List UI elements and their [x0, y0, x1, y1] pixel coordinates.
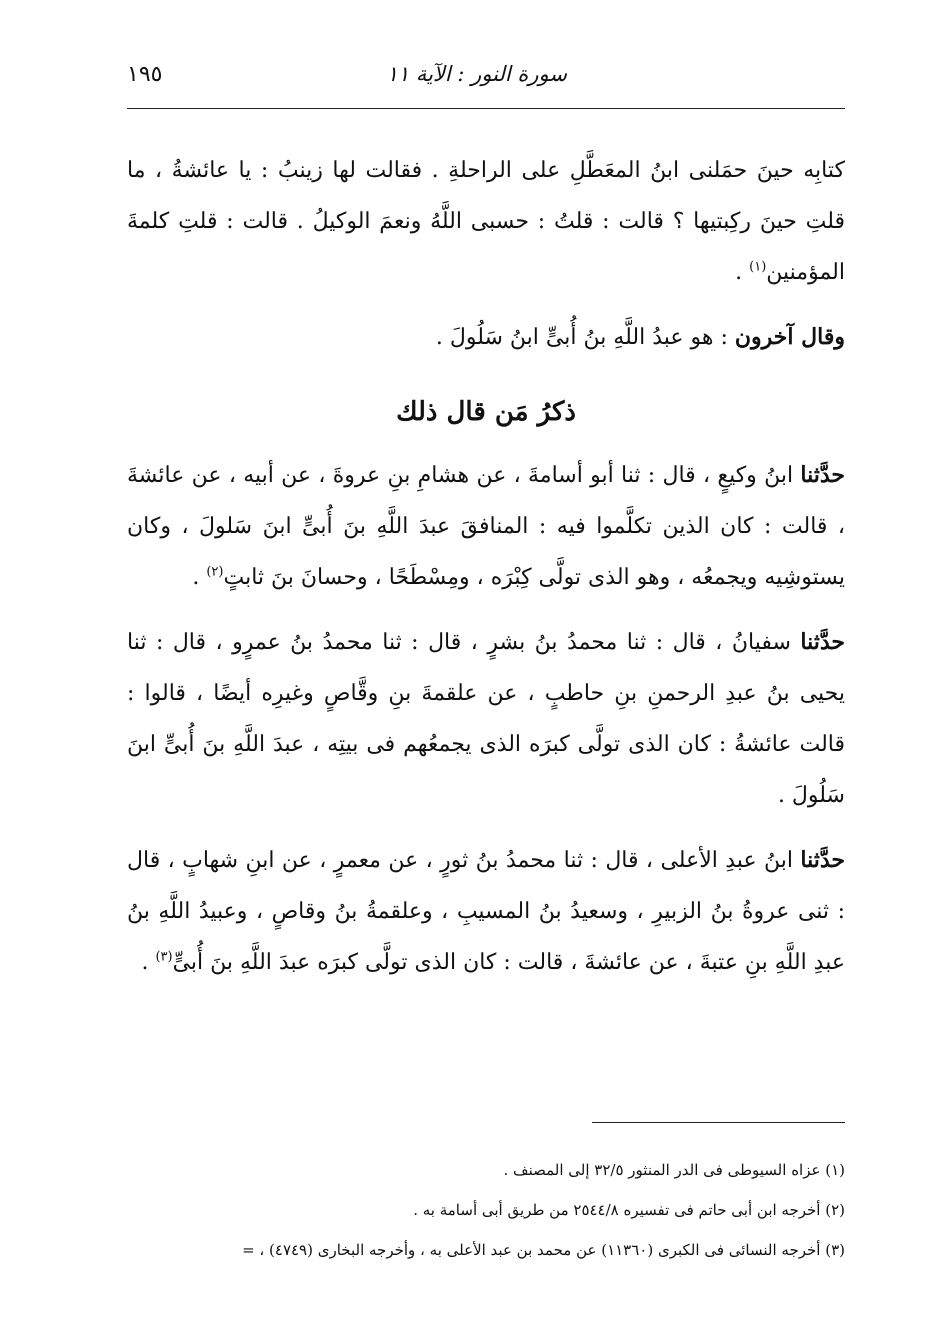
- paragraph-3-end: .: [192, 565, 207, 590]
- footnote-ref-1: (١): [749, 259, 767, 275]
- paragraph-1: [127, 145, 845, 298]
- footnotes: [127, 1150, 845, 1270]
- paragraph-3-text: ابنُ وكيعٍ ، قال : ثنا أبو أسامةَ ، عن هشامِ بنِ عروةَ ، عن أبيه ، عن عائشةَ ، قالت : كان الذين تكلَّموا فيه : المنافقَ عبدَ اللَّهِ بنَ أُبىٍّ ابنَ سَلولَ ، وكان يستوشِيه ويجمعُه ، وهو الذى تولَّى كِبْرَه ، ومِسْطَحًا ، وحسانَ بنَ ثابتٍ: [127, 463, 845, 590]
- main-text: [127, 145, 845, 988]
- header-divider: [127, 108, 845, 109]
- footnote-ref-2: (٢): [206, 564, 224, 580]
- paragraph-2: [127, 312, 845, 363]
- running-title: سورة النور : الآية ١١: [386, 62, 567, 86]
- paragraph-5-text: ابنُ عبدِ الأعلى ، قال : ثنا محمدُ بنُ ثورٍ ، عن معمرٍ ، عن ابنِ شهابٍ ، قال : ثنى عروةُ بنُ الزبيرِ ، وسعيدُ بنُ المسيبِ ، وعلقمةُ بنُ وقاصٍ ، وعبيدُ اللَّهِ بنُ عبدِ اللَّهِ بنِ عتبةَ ، عن عائشةَ ، قالت : كان الذى تولَّى كبرَه عبدَ اللَّهِ بنَ أُبىٍّ: [127, 848, 845, 975]
- paragraph-3-lead: حدَّثنا: [800, 462, 845, 488]
- paragraph-4: [127, 617, 845, 821]
- paragraph-5: [127, 835, 845, 988]
- footnote-1: (١) عزاه السيوطى فى الدر المنثور ٣٢/٥ إلى المصنف .: [503, 1161, 845, 1179]
- footnote-divider: [592, 1122, 845, 1123]
- paragraph-1-text: كتابِه حينَ حمَلنى ابنُ المعَطَّلِ على الراحلةِ . فقالت لها زينبُ : يا عائشةُ ، ما قلتِ حينَ ركِبتيها ؟ قالت : قلتُ : حسبى اللَّهُ ونعمَ الوكيلُ . قالت : قلتِ كلمةَ المؤمنين: [127, 158, 845, 285]
- running-header: [127, 62, 845, 98]
- footnote-ref-3: (٣): [155, 949, 173, 965]
- paragraph-2-text: : هو عبدُ اللَّهِ بنُ أُبىٍّ ابنُ سَلُولَ .: [435, 325, 735, 350]
- paragraph-4-lead: حدَّثنا: [800, 629, 845, 655]
- paragraph-5-lead: حدَّثنا: [800, 847, 845, 873]
- paragraph-1-end: .: [735, 260, 750, 285]
- footnote-3: (٣) أخرجه النسائى فى الكبرى (١١٣٦٠) عن محمد بن عبد الأعلى به ، وأخرجه البخارى (٤٧٤٩) ، =: [242, 1241, 845, 1259]
- section-heading: ذكرُ مَن قال ذلك: [396, 397, 576, 427]
- page-number: ١٩٥: [127, 62, 163, 87]
- paragraph-3: [127, 450, 845, 603]
- footnote-2: (٢) أخرجه ابن أبى حاتم فى تفسيره ٢٥٤٤/٨ من طريق أبى أسامة به .: [413, 1201, 845, 1219]
- paragraph-5-end: .: [141, 950, 156, 975]
- paragraph-4-text: سفيانُ ، قال : ثنا محمدُ بنُ بشرٍ ، قال : ثنا محمدُ بنُ عمرٍو ، قال : ثنا يحيى بنُ عبدِ الرحمنِ بنِ حاطبٍ ، عن علقمةَ بنِ وقَّاصٍ وغيرِه أيضًا ، قالوا : قالت عائشةُ : كان الذى تولَّى كبرَه الذى يجمعُهم فى بيتِه ، عبدَ اللَّهِ بنَ أُبىٍّ ابنَ سَلُولَ .: [127, 630, 845, 808]
- paragraph-2-lead: وقال آخرون: [734, 324, 845, 350]
